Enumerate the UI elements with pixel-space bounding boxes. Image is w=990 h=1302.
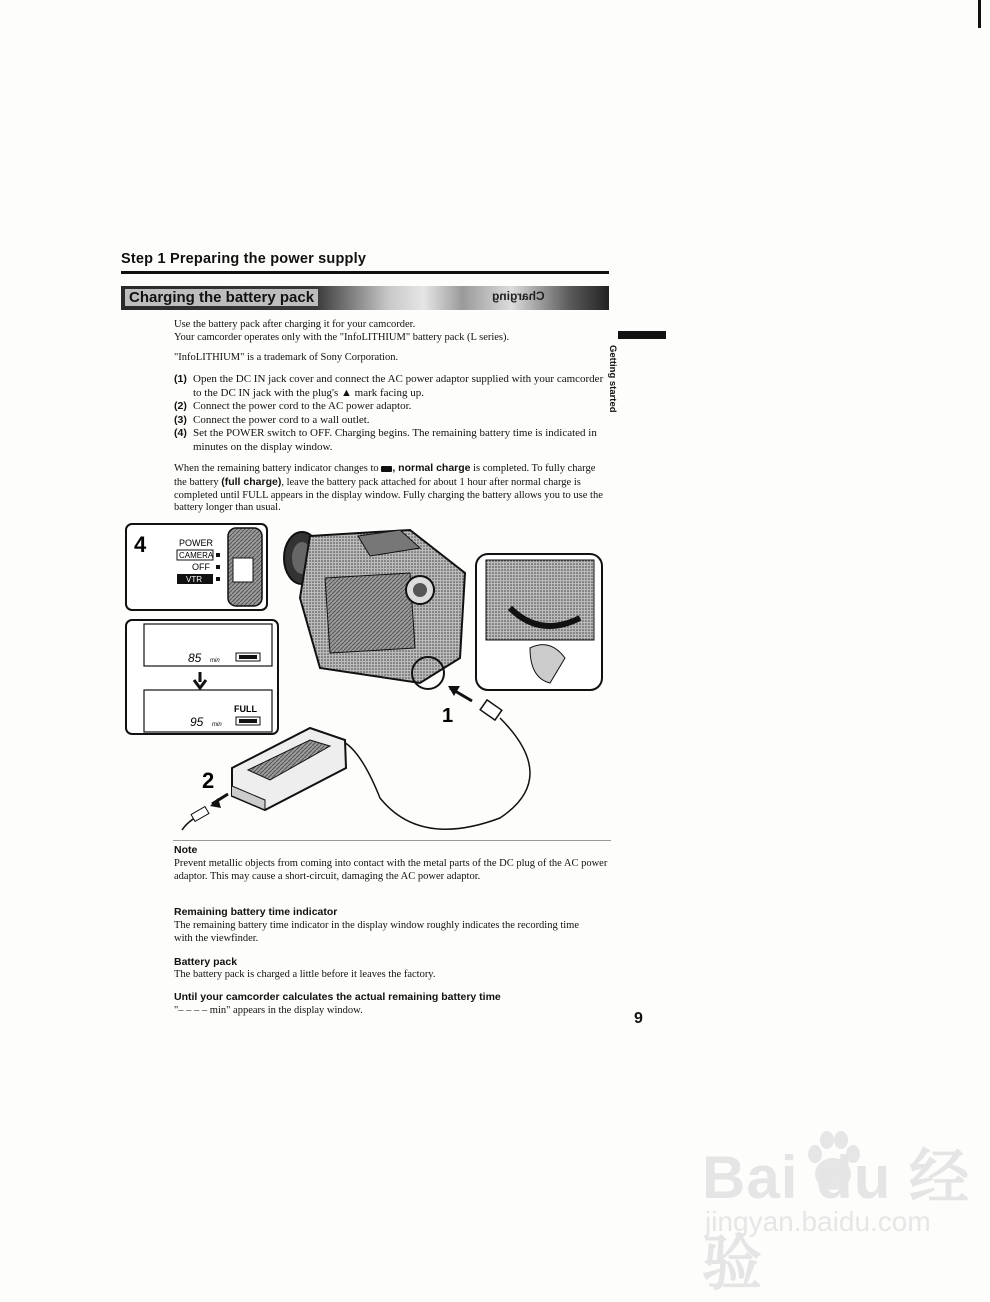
page-number: 9 <box>634 1010 643 1027</box>
switch-label-vtr: VTR <box>186 575 202 584</box>
step-number: (3) <box>174 413 187 426</box>
step-title: Step 1 Preparing the power supply <box>121 251 367 267</box>
side-tab <box>618 331 666 339</box>
step-item <box>174 414 614 428</box>
dc-cable <box>340 718 530 829</box>
switch-label-camera: CAMERA <box>179 551 214 560</box>
charge-text-d: , leave the battery pack attached for about 1 hour after normal charge is completed until FULL appears in the display window. Fully charging the battery allows you to use the battery longer than usual. <box>174 476 603 514</box>
until-heading: Until your camcorder calculates the actual remaining battery time <box>174 991 501 1003</box>
steps-list <box>174 373 614 454</box>
battery-full-icon <box>381 466 392 472</box>
charge-text-a: When the remaining battery indicator changes to <box>174 463 382 474</box>
display-1-unit: min <box>210 658 220 664</box>
display-2-full: FULL <box>234 704 257 714</box>
remaining-heading: Remaining battery time indicator <box>174 906 338 918</box>
switch-label-off: OFF <box>192 562 210 572</box>
note-text: Prevent metallic objects from coming into contact with the metal parts of the DC plug of the AC power adaptor. This may cause a short-circuit, damaging the AC power adaptor. <box>174 858 608 882</box>
power-switch-panel <box>126 524 267 610</box>
callout-1: 1 <box>442 705 454 727</box>
remaining-text: The remaining battery time indicator in the display window roughly indicates the recording time with the viewfinder. <box>174 920 580 944</box>
section-ghost-text: Charging <box>492 289 545 303</box>
step-number: (1) <box>174 373 187 385</box>
step-number: (2) <box>174 400 187 412</box>
dc-in-jack-inset <box>476 554 602 690</box>
side-label: Getting started <box>607 345 618 413</box>
step-item <box>174 427 614 454</box>
intro-line-1: Use the battery pack after charging it for your camcorder. <box>174 319 416 330</box>
display-1-value: 85 <box>188 651 202 665</box>
display-2-value: 95 <box>190 715 204 729</box>
note-heading: Note <box>174 844 198 856</box>
charge-text-b: , <box>392 462 399 474</box>
normal-charge-term: normal charge <box>398 462 471 474</box>
full-charge-term: (full charge) <box>221 475 282 488</box>
section-title: Charging the battery pack <box>125 289 318 306</box>
callout-4: 4 <box>134 532 147 557</box>
charging-illustration <box>120 518 610 840</box>
step-text: Connect the power cord to a wall outlet. <box>193 413 370 426</box>
trademark-text: "InfoLITHIUM" is a trademark of Sony Corporation. <box>174 352 399 363</box>
switch-label-power: POWER <box>179 538 214 548</box>
step-text: Open the DC IN jack cover and connect the AC power adaptor supplied with your camcorder to the DC IN jack with the plug's ▲ mark facing up. <box>193 373 604 399</box>
battery-text: The battery pack is charged a little before it leaves the factory. <box>174 969 436 980</box>
intro-text <box>174 318 594 344</box>
page-edge-mark <box>978 0 981 28</box>
watermark-brand: Bai du 经验 <box>702 1144 971 1297</box>
until-text: "– – – – min" appears in the display window. <box>174 1005 363 1016</box>
intro-line-2: Your camcorder operates only with the "InfoLITHIUM" battery pack (L series). <box>174 332 510 343</box>
step-item <box>174 373 614 400</box>
ac-adaptor-image <box>182 728 346 830</box>
battery-heading: Battery pack <box>174 956 238 968</box>
charge-text-c: is completed. To fully charge the battery <box>174 463 596 488</box>
step-text: Set the POWER switch to OFF. Charging begins. The remaining battery time is indicated in minutes on the display window. <box>193 427 597 453</box>
step-number: (4) <box>174 427 187 439</box>
display-2-unit: min <box>212 722 222 728</box>
watermark-url: jingyan.baidu.com <box>705 1206 931 1237</box>
charge-paragraph <box>174 462 609 515</box>
title-rule <box>121 271 609 274</box>
step-text: Connect the power cord to the AC power adaptor. <box>193 400 412 412</box>
step-item <box>174 400 614 414</box>
dc-plug-callout <box>442 686 502 727</box>
note-rule <box>173 840 611 841</box>
callout-2: 2 <box>202 768 215 793</box>
camcorder-image <box>284 530 465 689</box>
display-window-panel <box>126 620 278 734</box>
